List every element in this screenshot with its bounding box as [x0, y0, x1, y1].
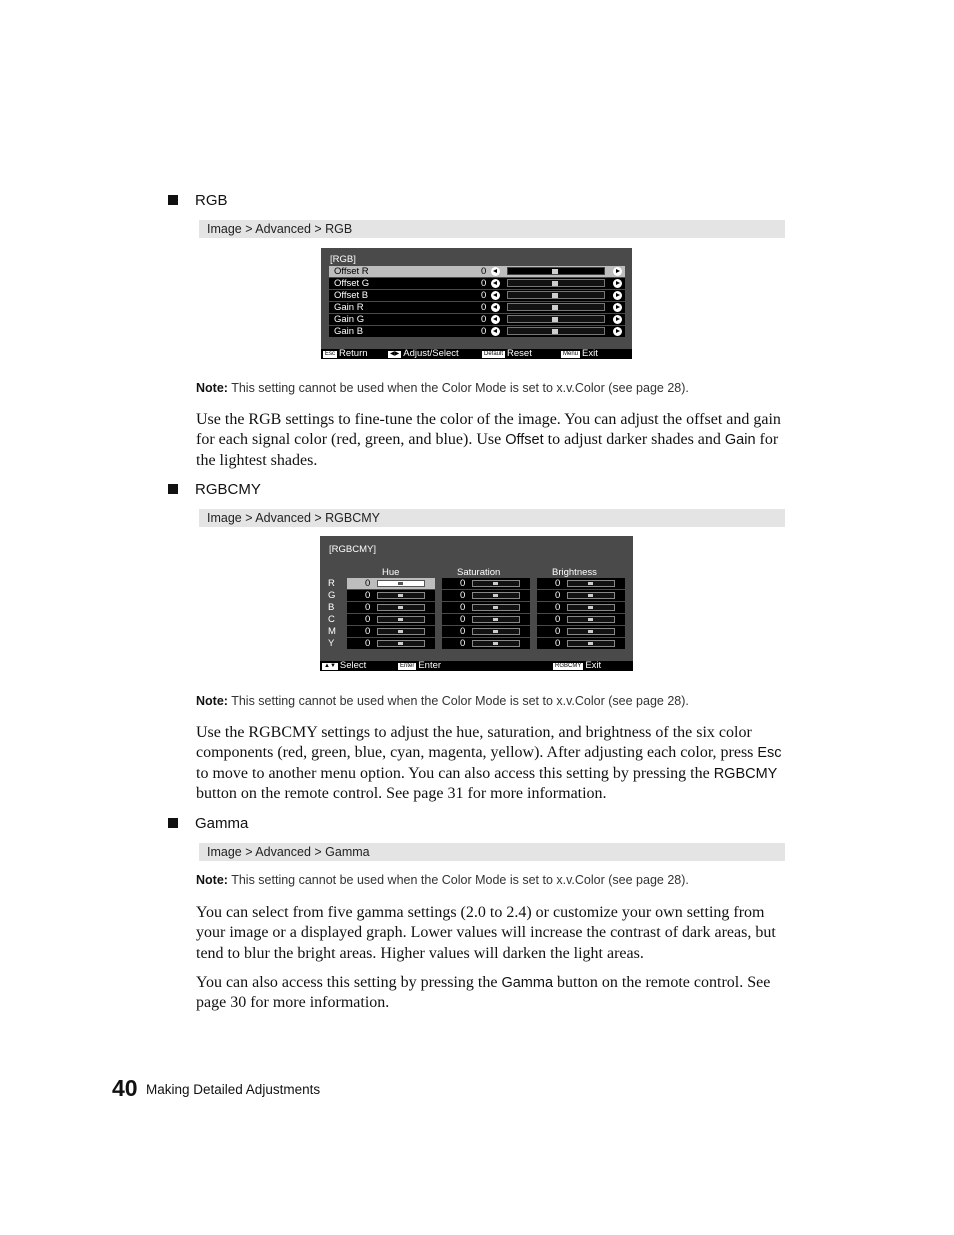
- slider-knob[interactable]: [398, 606, 403, 609]
- row-label: Y: [328, 638, 335, 649]
- gamma-menu-path: Image > Advanced > Gamma: [199, 843, 785, 861]
- slider-track[interactable]: [472, 616, 520, 623]
- left-arrow-icon[interactable]: [491, 267, 500, 276]
- slider-knob[interactable]: [588, 630, 593, 633]
- slider-track[interactable]: [507, 291, 605, 299]
- right-arrow-icon[interactable]: [613, 267, 622, 276]
- adjust-cell[interactable]: [537, 638, 625, 649]
- row-label: B: [328, 602, 335, 613]
- adjust-cell[interactable]: [537, 578, 625, 589]
- cell-value: 0: [555, 602, 561, 613]
- rgb-row-value: 0: [481, 278, 487, 289]
- slider-track[interactable]: [377, 640, 425, 647]
- cell-value: 0: [460, 626, 466, 637]
- menu-key-icon: Menu: [563, 351, 579, 357]
- default-key-icon: Default: [484, 351, 504, 357]
- slider-track[interactable]: [507, 315, 605, 323]
- slider-track[interactable]: [377, 628, 425, 635]
- cell-value: 0: [460, 590, 466, 601]
- cell-value: 0: [460, 578, 466, 589]
- rgbcmy-menu-screenshot: [320, 536, 633, 671]
- adjust-cell[interactable]: [347, 578, 435, 589]
- rgb-description: Use the RGB settings to fine-tune the color of the image. You can adjust the offset and gain for each signal color (red, green, and blue). Use Offset to adjust darker shades and Gain for the lightest shades.: [196, 411, 781, 469]
- rgb-menu-row[interactable]: [329, 266, 625, 277]
- slider-track[interactable]: [472, 628, 520, 635]
- rgb-row-label: Offset B: [334, 290, 369, 301]
- slider-knob[interactable]: [552, 293, 558, 298]
- adjust-cell[interactable]: [442, 626, 530, 637]
- page-number: 40: [112, 1075, 138, 1101]
- cell-value: 0: [555, 638, 561, 649]
- rgb-row-value: 0: [481, 302, 487, 313]
- rgbcmy-heading: RGBCMY: [168, 481, 261, 498]
- left-arrow-icon[interactable]: [491, 303, 500, 312]
- rgb-menu-row[interactable]: [329, 290, 625, 301]
- adjust-cell[interactable]: [442, 614, 530, 625]
- adjust-cell[interactable]: [347, 590, 435, 601]
- adjust-cell[interactable]: [537, 590, 625, 601]
- slider-knob[interactable]: [398, 582, 403, 585]
- cell-value: 0: [365, 590, 371, 601]
- slider-knob[interactable]: [588, 594, 593, 597]
- slider-track[interactable]: [507, 303, 605, 311]
- slider-knob[interactable]: [552, 269, 558, 274]
- left-right-key-icon: ◀▶: [390, 351, 400, 357]
- cell-value: 0: [460, 614, 466, 625]
- slider-track[interactable]: [377, 616, 425, 623]
- cell-value: 0: [555, 626, 561, 637]
- left-arrow-icon[interactable]: [491, 327, 500, 336]
- bullet-square-icon: [168, 818, 178, 828]
- rgb-menu-path: Image > Advanced > RGB: [199, 220, 785, 238]
- adjust-cell[interactable]: [347, 602, 435, 613]
- slider-knob[interactable]: [493, 606, 498, 609]
- slider-knob[interactable]: [493, 630, 498, 633]
- slider-knob[interactable]: [552, 329, 558, 334]
- slider-track[interactable]: [472, 580, 520, 587]
- slider-track[interactable]: [567, 628, 615, 635]
- slider-knob[interactable]: [588, 642, 593, 645]
- cell-value: 0: [365, 578, 371, 589]
- cell-value: 0: [460, 602, 466, 613]
- left-arrow-icon[interactable]: [491, 291, 500, 300]
- page-section-title: Making Detailed Adjustments: [146, 1082, 321, 1097]
- slider-knob[interactable]: [552, 305, 558, 310]
- rgb-menu-row[interactable]: [329, 302, 625, 313]
- adjust-cell[interactable]: [442, 590, 530, 601]
- slider-track[interactable]: [567, 580, 615, 587]
- slider-track[interactable]: [507, 279, 605, 287]
- left-arrow-icon[interactable]: [491, 315, 500, 324]
- rgb-row-value: 0: [481, 326, 487, 337]
- right-arrow-icon[interactable]: [613, 291, 622, 300]
- adjust-cell[interactable]: [537, 602, 625, 613]
- rgb-menu-row[interactable]: [329, 314, 625, 325]
- cell-value: 0: [365, 638, 371, 649]
- cell-value: 0: [460, 638, 466, 649]
- left-arrow-icon[interactable]: [491, 279, 500, 288]
- adjust-cell[interactable]: [347, 614, 435, 625]
- rgb-heading: RGB: [168, 192, 228, 209]
- right-arrow-icon[interactable]: [613, 315, 622, 324]
- bullet-square-icon: [168, 484, 178, 494]
- up-down-key-icon: ▲▼: [324, 663, 336, 669]
- slider-track[interactable]: [472, 604, 520, 611]
- slider-knob[interactable]: [398, 642, 403, 645]
- slider-knob[interactable]: [398, 594, 403, 597]
- slider-knob[interactable]: [493, 594, 498, 597]
- rgb-row-label: Offset G: [334, 278, 370, 289]
- rgb-row-value: 0: [481, 314, 487, 325]
- rgb-menu-screenshot: [321, 248, 632, 359]
- rgb-row-label: Gain R: [334, 302, 364, 313]
- slider-knob[interactable]: [552, 281, 558, 286]
- slider-knob[interactable]: [398, 618, 403, 621]
- row-label: M: [328, 626, 336, 637]
- right-arrow-icon[interactable]: [613, 279, 622, 288]
- slider-knob[interactable]: [588, 606, 593, 609]
- adjust-cell[interactable]: [442, 578, 530, 589]
- column-header: Hue: [382, 567, 400, 578]
- rgb-menu-row[interactable]: [329, 278, 625, 289]
- gamma-description: You can select from five gamma settings (2.0 to 2.4) or customize your own setting from your image or a displayed graph. Lower values will increase the contrast of dark areas, but tend to blur the bright areas. Higher values will darken the light areas.: [196, 904, 776, 962]
- slider-track[interactable]: [472, 592, 520, 599]
- rgb-row-label: Offset R: [334, 266, 369, 277]
- slider-knob[interactable]: [493, 642, 498, 645]
- row-label: C: [328, 614, 335, 625]
- column-header: Brightness: [552, 567, 597, 578]
- slider-track[interactable]: [567, 616, 615, 623]
- rgb-row-label: Gain B: [334, 326, 364, 337]
- gamma-remote-note: You can also access this setting by pressing the Gamma button on the remote control. See page 30 for more information.: [196, 974, 771, 1012]
- slider-track[interactable]: [472, 640, 520, 647]
- gamma-heading: Gamma: [168, 815, 248, 832]
- cell-value: 0: [555, 590, 561, 601]
- adjust-cell[interactable]: [442, 602, 530, 613]
- enter-key-icon: Enter: [400, 663, 415, 669]
- slider-knob[interactable]: [493, 582, 498, 585]
- cell-value: 0: [555, 578, 561, 589]
- slider-knob[interactable]: [552, 317, 558, 322]
- rgb-menu-row[interactable]: [329, 326, 625, 337]
- slider-track[interactable]: [377, 580, 425, 587]
- slider-track[interactable]: [507, 327, 605, 335]
- gamma-note: Note: This setting cannot be used when the Color Mode is set to x.v.Color (see page 28).: [196, 873, 689, 887]
- bullet-square-icon: [168, 195, 178, 205]
- esc-key-icon: Esc: [325, 351, 336, 357]
- slider-track[interactable]: [567, 640, 615, 647]
- rgbcmy-menu-footer: ▲▼ Select Enter Enter RGBCMY Exit: [320, 661, 633, 671]
- rgb-row-value: 0: [481, 290, 487, 301]
- row-label: R: [328, 578, 335, 589]
- slider-knob[interactable]: [588, 618, 593, 621]
- right-arrow-icon[interactable]: [613, 303, 622, 312]
- slider-knob[interactable]: [493, 618, 498, 621]
- cell-value: 0: [365, 626, 371, 637]
- slider-knob[interactable]: [588, 582, 593, 585]
- rgbcmy-menu-title: [RGBCMY]: [329, 544, 376, 555]
- slider-track[interactable]: [567, 604, 615, 611]
- column-header: Saturation: [457, 567, 501, 578]
- cell-value: 0: [365, 602, 371, 613]
- adjust-cell[interactable]: [537, 626, 625, 637]
- rgbcmy-description: Use the RGBCMY settings to adjust the hue, saturation, and brightness of the six color components (red, green, blue, cyan, magenta, yellow). After adjusting each color, press Esc to move to another menu option. You can also access this setting by pressing the RGBCMY button on the remote control. See page 31 for more information.: [196, 724, 782, 803]
- slider-knob[interactable]: [398, 630, 403, 633]
- rgb-row-value: 0: [481, 266, 487, 277]
- slider-track[interactable]: [567, 592, 615, 599]
- rgb-note: Note: This setting cannot be used when the Color Mode is set to x.v.Color (see page 28).: [196, 381, 689, 395]
- rgb-row-label: Gain G: [334, 314, 365, 325]
- cell-value: 0: [365, 614, 371, 625]
- row-label: G: [328, 590, 336, 601]
- rgbcmy-key-icon: RGBCMY: [555, 663, 582, 669]
- rgbcmy-note: Note: This setting cannot be used when the Color Mode is set to x.v.Color (see page 28).: [196, 694, 689, 708]
- right-arrow-icon[interactable]: [613, 327, 622, 336]
- adjust-cell[interactable]: [347, 626, 435, 637]
- slider-track[interactable]: [507, 267, 605, 275]
- rgbcmy-menu-path: Image > Advanced > RGBCMY: [199, 509, 785, 527]
- slider-track[interactable]: [377, 592, 425, 599]
- rgb-menu-title: [RGB]: [330, 254, 356, 265]
- adjust-cell[interactable]: [442, 638, 530, 649]
- adjust-cell[interactable]: [537, 614, 625, 625]
- adjust-cell[interactable]: [347, 638, 435, 649]
- slider-track[interactable]: [377, 604, 425, 611]
- rgb-menu-footer: Esc Return ◀▶ Adjust/Select Default Reset Menu Exit: [321, 349, 632, 359]
- cell-value: 0: [555, 614, 561, 625]
